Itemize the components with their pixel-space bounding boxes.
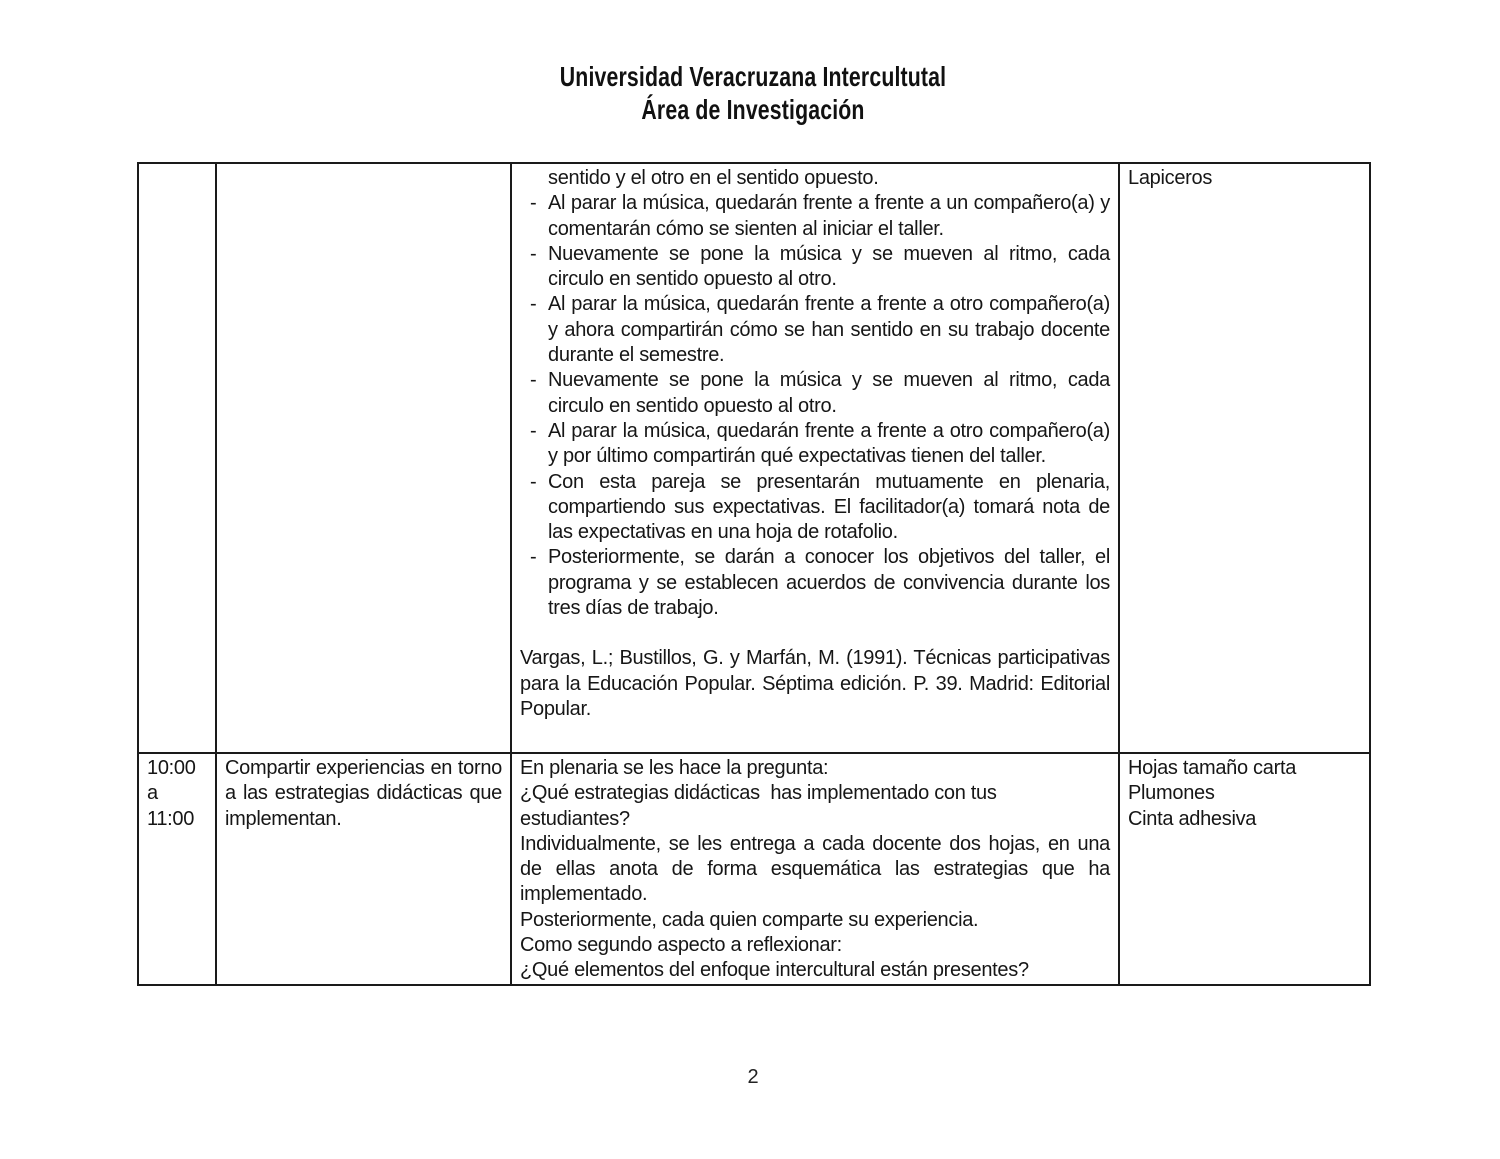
table-row (138, 753, 1370, 985)
material-item: Plumones (1128, 782, 1215, 805)
title-line-2: Área de Investigación (641, 94, 865, 125)
bullet-dash: - (530, 470, 537, 493)
table-row (138, 163, 1370, 753)
continuation-line: sentido y el otro en el sentido opuesto. (548, 167, 879, 189)
bullet-dash: - (530, 369, 537, 392)
bullet-item (520, 419, 1110, 470)
bullet-text: Con esta pareja se presentarán mutuamente en plenaria, compartiendo sus expectativas. El facilitador(a) tomará nota de las expectativas en una hoja de rotafolio. (548, 470, 1110, 544)
activity-paragraph: Posteriormente, cada quien comparte su experiencia. (520, 908, 979, 931)
bullet-item (520, 368, 1110, 419)
material-item: Cinta adhesiva (1128, 807, 1257, 830)
bullet-dash: - (530, 242, 537, 265)
title-line-1: Universidad Veracruzana Intercultutal (559, 61, 947, 92)
objective-cell (216, 753, 511, 985)
document-title (285, 60, 1221, 126)
bullet-item (520, 292, 1110, 368)
activity-paragraph: En plenaria se les hace la pregunta: (520, 757, 829, 779)
bullet-item (520, 545, 1110, 621)
bullet-dash: - (530, 293, 537, 316)
bullet-text: Nuevamente se pone la música y se mueven al ritmo, cada circulo en sentido opuesto al otro. (548, 242, 1110, 291)
activities-cell (511, 163, 1119, 753)
bullet-item (520, 470, 1110, 546)
bullet-dash: - (530, 419, 537, 442)
activity-paragraph: Como segundo aspecto a reflexionar: (520, 934, 842, 957)
activities-cell (511, 753, 1119, 985)
bullet-text: Al parar la música, quedarán frente a frente a otro compañero(a) y por último compartirán qué expectativas tienen del taller. (548, 419, 1110, 468)
bullet-text: Posteriormente, se darán a conocer los objetivos del taller, el programa y se establecen acuerdos de convivencia durante los tres días de trabajo. (548, 546, 1110, 620)
time-line: 10:00 (147, 757, 196, 779)
time-line: a 11:00 (147, 782, 195, 830)
bullet-dash: - (530, 192, 537, 215)
activity-paragraph: ¿Qué estrategias didácticas has implementado con tus estudiantes? (520, 782, 1002, 830)
objective-cell (216, 163, 511, 753)
materials-cell (1119, 753, 1370, 985)
time-cell (138, 753, 216, 985)
materials-cell (1119, 163, 1370, 753)
objective-text: Compartir experiencias en torno a las estrategias didácticas que implementan. (225, 757, 502, 830)
page-number: 2 (747, 1066, 759, 1088)
time-cell (138, 163, 216, 753)
citation-paragraph: Vargas, L.; Bustillos, G. y Marfán, M. (1991). Técnicas participativas para la Educación Popular. Séptima edición. P. 39. Madrid: Editorial Popular. (520, 647, 1110, 720)
bullet-text: Nuevamente se pone la música y se mueven al ritmo, cada circulo en sentido opuesto al otro. (548, 369, 1110, 417)
material-item: Hojas tamaño carta (1128, 757, 1297, 779)
activity-paragraph: Individualmente, se les entrega a cada docente dos hojas, en una de ellas anota de forma esquemática las estrategias que ha implementado. (520, 832, 1116, 906)
bullet-dash: - (530, 546, 537, 569)
activity-paragraph: ¿Qué elementos del enfoque intercultural están presentes? (520, 959, 1029, 982)
bullet-item (520, 242, 1110, 293)
schedule-table (137, 162, 1371, 986)
material-item: Lapiceros (1128, 167, 1213, 189)
bullet-item (520, 191, 1110, 242)
bullet-text: Al parar la música, quedarán frente a frente a otro compañero(a) y ahora compartirán cómo se han sentido en su trabajo docente durante el semestre. (548, 293, 1110, 367)
blank-line (520, 621, 1110, 646)
bullet-text: Al parar la música, quedarán frente a frente a un compañero(a) y comentarán cómo se sienten al iniciar el taller. (548, 192, 1110, 240)
